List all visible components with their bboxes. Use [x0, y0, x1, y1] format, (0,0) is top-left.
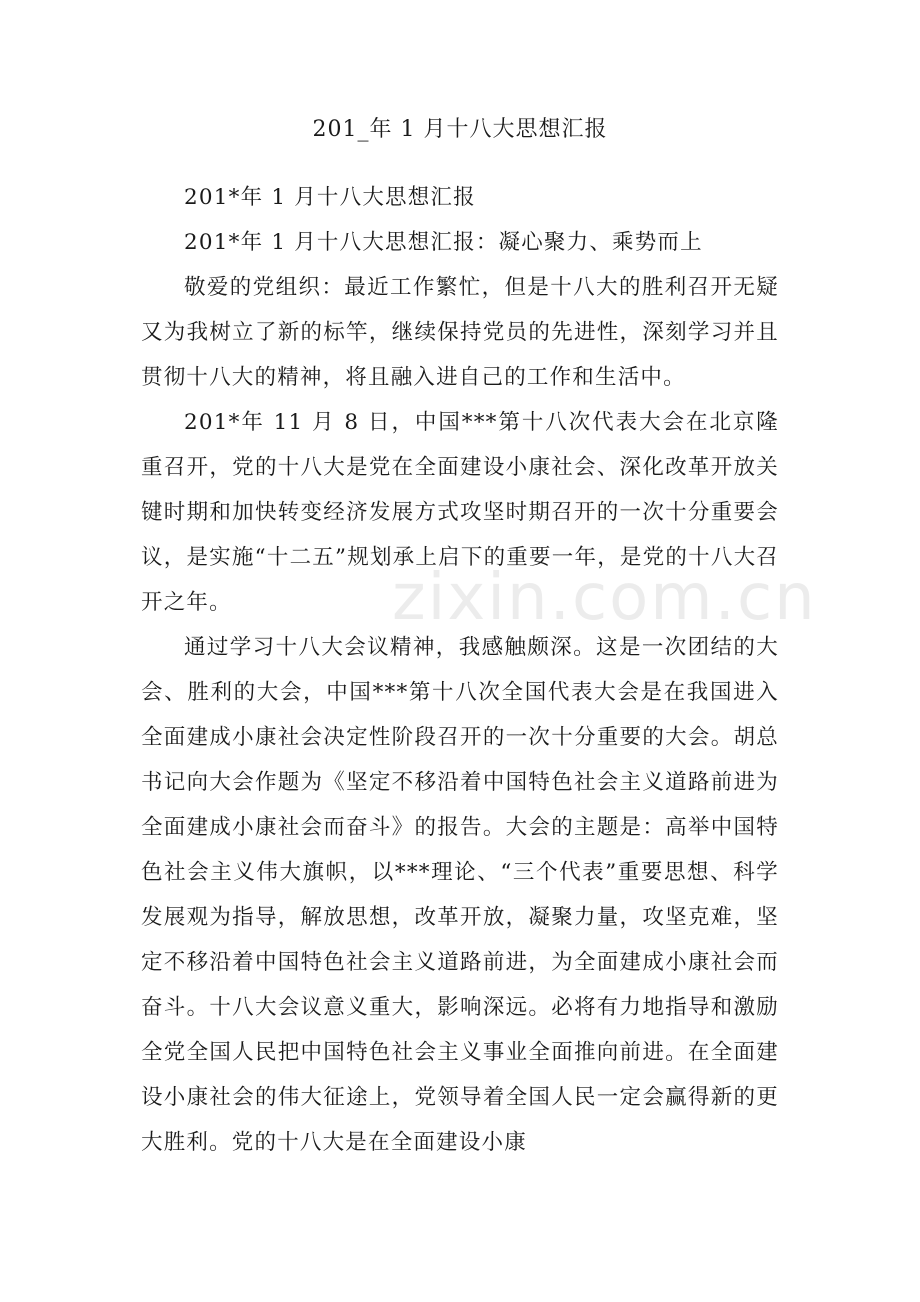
- paragraph-subheading: 201*年 1 月十八大思想汇报：凝心聚力、乘势而上: [184, 230, 703, 255]
- paragraph-salutation: 敬爱的党组织：最近工作繁忙，但是十八大的胜利召开无疑又为我树立了新的标竿，继续保持党员的先进性，深刻学习并且贯彻十八大的精神，将且融入进自己的工作和生活中。: [141, 275, 779, 390]
- document-title: 201_年 1 月十八大思想汇报: [312, 117, 608, 142]
- document-body: [141, 175, 779, 1165]
- paragraph-congress-opening: 201*年 11 月 8 日，中国***第十八次代表大会在北京隆重召开，党的十八大是党在全面建设小康社会、深化改革开放关键时期和加快转变经济发展方式攻坚时期召开的一次十分重要会议，是实施“十二五”规划承上启下的重要一年，是党的十八大召开之年。: [141, 410, 779, 615]
- paragraph-study-reflection: 通过学习十八大会议精神，我感触颇深。这是一次团结的大会、胜利的大会，中国***第十八次全国代表大会是在我国进入全面建成小康社会决定性阶段召开的一次十分重要的大会。胡总书记向大会作题为《坚定不移沿着中国特色社会主义道路前进为全面建成小康社会而奋斗》的报告。大会的主题是：高举中国特色社会主义伟大旗帜，以***理论、“三个代表”重要思想、科学发展观为指导，解放思想，改革开放，凝聚力量，攻坚克难，坚定不移沿着中国特色社会主义道路前进，为全面建成小康社会而奋斗。十八大会议意义重大，影响深远。必将有力地指导和激励全党全国人民把中国特色社会主义事业全面推向前进。在全面建设小康社会的伟大征途上，党领导着全国人民一定会赢得新的更大胜利。党的十八大是在全面建设小康: [141, 635, 779, 1155]
- watermark: zixin.com.cn: [392, 561, 817, 635]
- paragraph-heading: 201*年 1 月十八大思想汇报: [184, 185, 476, 210]
